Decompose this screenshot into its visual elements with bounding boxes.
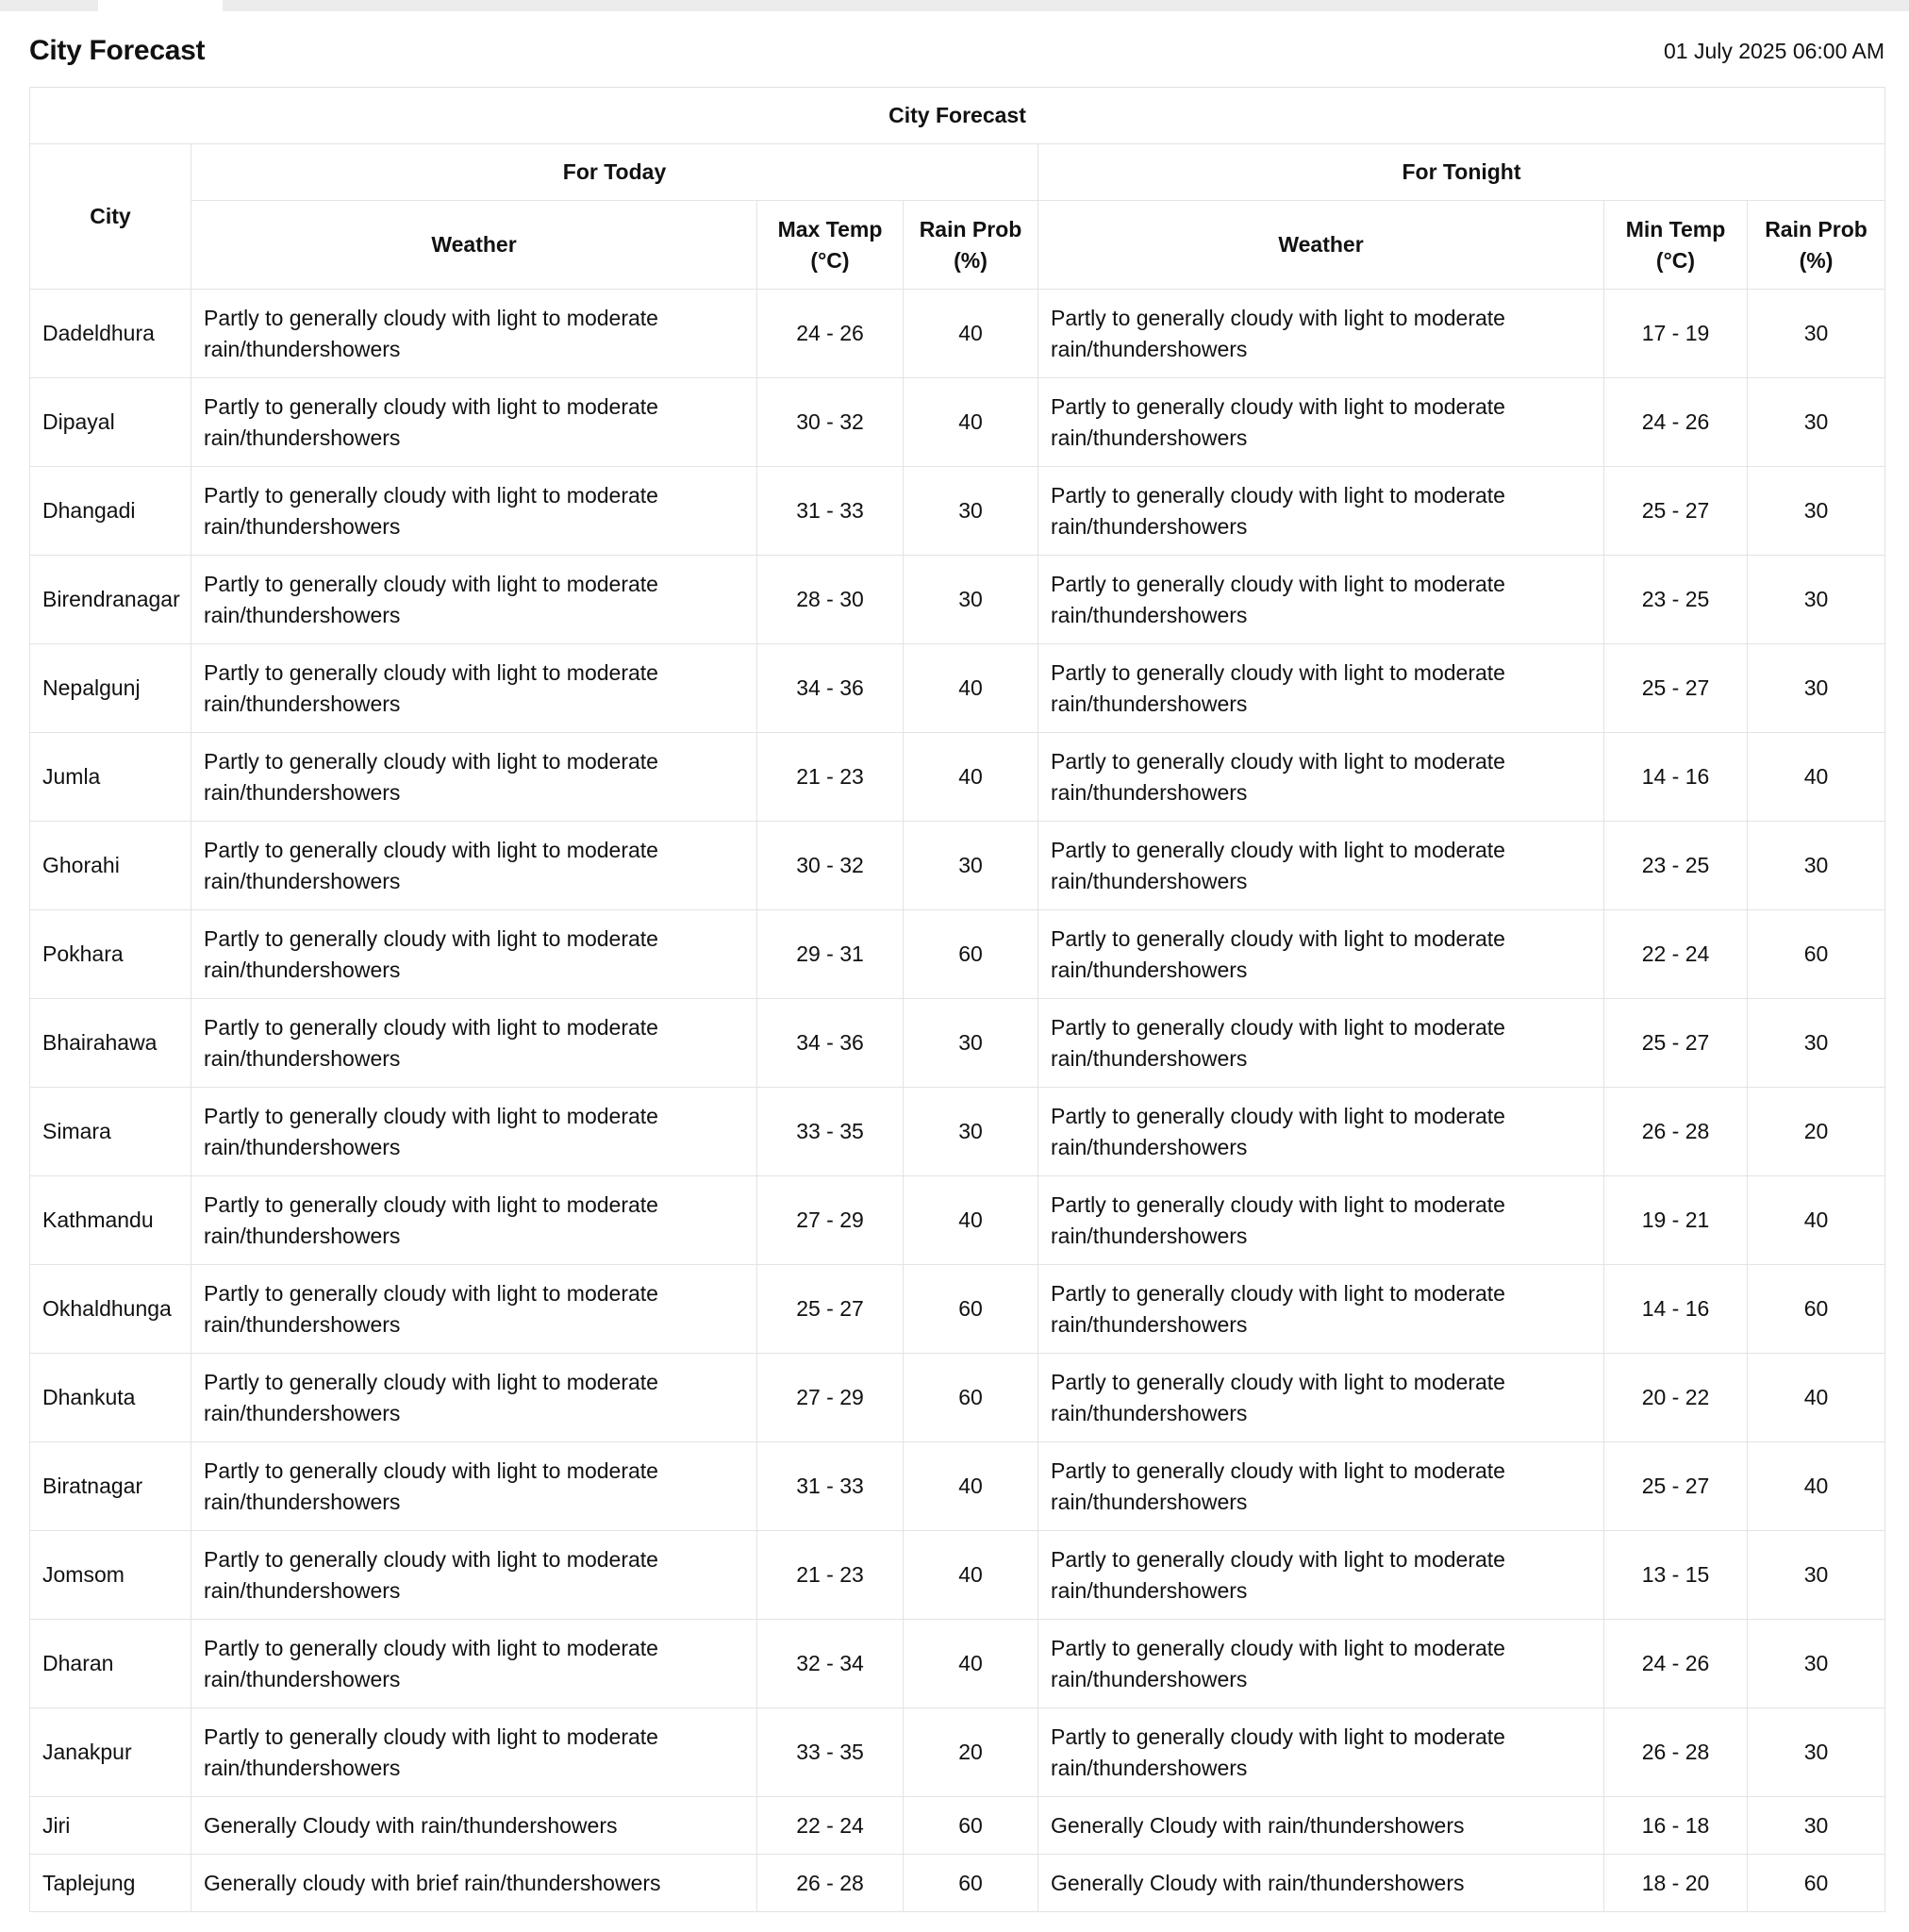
today-weather: Partly to generally cloudy with light to moderate rain/thundershowers [191,733,757,822]
table-row [30,1176,1885,1265]
min-temp: 20 - 22 [1604,1354,1748,1442]
today-weather: Partly to generally cloudy with light to moderate rain/thundershowers [191,1442,757,1531]
top-tab-bar [0,0,1909,11]
city-name: Jiri [30,1797,191,1855]
max-temp: 22 - 24 [757,1797,904,1855]
today-weather: Partly to generally cloudy with light to moderate rain/thundershowers [191,822,757,910]
min-temp: 25 - 27 [1604,467,1748,556]
active-tab[interactable] [98,0,223,11]
table-row [30,910,1885,999]
today-rain-prob: 40 [904,1531,1038,1620]
max-temp: 26 - 28 [757,1855,904,1912]
table-row [30,1354,1885,1442]
city-name: Dhankuta [30,1354,191,1442]
tonight-rain-prob: 30 [1748,999,1885,1088]
page-header [29,34,1884,68]
min-temp: 25 - 27 [1604,999,1748,1088]
max-temp: 25 - 27 [757,1265,904,1354]
city-name: Simara [30,1088,191,1176]
table-row [30,556,1885,644]
tonight-rain-prob: 30 [1748,467,1885,556]
tonight-rain-prob: 60 [1748,1265,1885,1354]
today-rain-prob: 60 [904,1797,1038,1855]
max-temp: 31 - 33 [757,467,904,556]
today-weather: Partly to generally cloudy with light to moderate rain/thundershowers [191,378,757,467]
today-weather: Partly to generally cloudy with light to moderate rain/thundershowers [191,1620,757,1708]
tonight-weather: Partly to generally cloudy with light to moderate rain/thundershowers [1038,378,1604,467]
today-rain-prob: 40 [904,378,1038,467]
tonight-weather: Partly to generally cloudy with light to moderate rain/thundershowers [1038,1265,1604,1354]
tonight-rain-prob: 30 [1748,290,1885,378]
today-rain-prob: 60 [904,910,1038,999]
table-row [30,644,1885,733]
table-caption: City Forecast [30,88,1885,144]
table-row [30,1442,1885,1531]
table-row [30,999,1885,1088]
today-weather: Partly to generally cloudy with light to moderate rain/thundershowers [191,467,757,556]
tonight-rain-prob: 30 [1748,1797,1885,1855]
header-today-weather: Weather [191,201,757,290]
city-name: Janakpur [30,1708,191,1797]
header-max-temp: Max Temp (°C) [757,201,904,290]
city-forecast-table [29,87,1885,1912]
today-weather: Partly to generally cloudy with light to moderate rain/thundershowers [191,1176,757,1265]
tonight-weather: Partly to generally cloudy with light to moderate rain/thundershowers [1038,733,1604,822]
today-rain-prob: 30 [904,1088,1038,1176]
today-rain-prob: 40 [904,733,1038,822]
tonight-rain-prob: 30 [1748,1708,1885,1797]
tonight-weather: Partly to generally cloudy with light to moderate rain/thundershowers [1038,999,1604,1088]
min-temp: 23 - 25 [1604,822,1748,910]
header-for-tonight: For Tonight [1038,144,1885,201]
max-temp: 29 - 31 [757,910,904,999]
today-rain-prob: 40 [904,1620,1038,1708]
city-name: Taplejung [30,1855,191,1912]
tonight-weather: Generally Cloudy with rain/thundershowers [1038,1797,1604,1855]
min-temp: 24 - 26 [1604,1620,1748,1708]
today-rain-prob: 30 [904,822,1038,910]
tonight-rain-prob: 60 [1748,1855,1885,1912]
header-for-today: For Today [191,144,1038,201]
header-today-rain-prob: Rain Prob (%) [904,201,1038,290]
max-temp: 28 - 30 [757,556,904,644]
tonight-rain-prob: 60 [1748,910,1885,999]
table-row [30,733,1885,822]
max-temp: 31 - 33 [757,1442,904,1531]
today-weather: Partly to generally cloudy with light to moderate rain/thundershowers [191,999,757,1088]
city-name: Okhaldhunga [30,1265,191,1354]
table-row [30,378,1885,467]
max-temp: 33 - 35 [757,1088,904,1176]
max-temp: 21 - 23 [757,1531,904,1620]
city-name: Jumla [30,733,191,822]
tonight-weather: Generally Cloudy with rain/thundershowers [1038,1855,1604,1912]
header-tonight-rain-prob: Rain Prob (%) [1748,201,1885,290]
max-temp: 24 - 26 [757,290,904,378]
city-name: Nepalgunj [30,644,191,733]
tonight-rain-prob: 30 [1748,1531,1885,1620]
city-name: Jomsom [30,1531,191,1620]
tonight-weather: Partly to generally cloudy with light to moderate rain/thundershowers [1038,1176,1604,1265]
min-temp: 25 - 27 [1604,1442,1748,1531]
today-weather: Partly to generally cloudy with light to moderate rain/thundershowers [191,1354,757,1442]
min-temp: 14 - 16 [1604,733,1748,822]
header-min-temp: Min Temp (°C) [1604,201,1748,290]
city-name: Dadeldhura [30,290,191,378]
header-city: City [30,144,191,290]
min-temp: 26 - 28 [1604,1708,1748,1797]
today-rain-prob: 60 [904,1354,1038,1442]
tonight-rain-prob: 40 [1748,733,1885,822]
table-row [30,1797,1885,1855]
today-weather: Generally cloudy with brief rain/thundershowers [191,1855,757,1912]
tonight-rain-prob: 40 [1748,1442,1885,1531]
max-temp: 33 - 35 [757,1708,904,1797]
today-rain-prob: 40 [904,644,1038,733]
max-temp: 27 - 29 [757,1354,904,1442]
min-temp: 24 - 26 [1604,378,1748,467]
today-weather: Partly to generally cloudy with light to moderate rain/thundershowers [191,1088,757,1176]
city-name: Ghorahi [30,822,191,910]
max-temp: 34 - 36 [757,999,904,1088]
today-weather: Generally Cloudy with rain/thundershowers [191,1797,757,1855]
table-row [30,290,1885,378]
page-title: City Forecast [29,35,206,66]
today-weather: Partly to generally cloudy with light to moderate rain/thundershowers [191,556,757,644]
today-rain-prob: 20 [904,1708,1038,1797]
table-row [30,1088,1885,1176]
min-temp: 17 - 19 [1604,290,1748,378]
max-temp: 21 - 23 [757,733,904,822]
today-rain-prob: 60 [904,1855,1038,1912]
tonight-weather: Partly to generally cloudy with light to moderate rain/thundershowers [1038,1442,1604,1531]
today-weather: Partly to generally cloudy with light to moderate rain/thundershowers [191,290,757,378]
max-temp: 30 - 32 [757,378,904,467]
today-weather: Partly to generally cloudy with light to moderate rain/thundershowers [191,644,757,733]
city-name: Dhangadi [30,467,191,556]
city-name: Kathmandu [30,1176,191,1265]
tonight-rain-prob: 30 [1748,822,1885,910]
today-rain-prob: 30 [904,556,1038,644]
city-name: Birendranagar [30,556,191,644]
tonight-rain-prob: 30 [1748,556,1885,644]
tonight-weather: Partly to generally cloudy with light to moderate rain/thundershowers [1038,1088,1604,1176]
tonight-rain-prob: 20 [1748,1088,1885,1176]
today-rain-prob: 40 [904,1176,1038,1265]
max-temp: 34 - 36 [757,644,904,733]
forecast-rows [30,290,1885,1912]
max-temp: 30 - 32 [757,822,904,910]
today-rain-prob: 60 [904,1265,1038,1354]
min-temp: 16 - 18 [1604,1797,1748,1855]
city-name: Pokhara [30,910,191,999]
tonight-weather: Partly to generally cloudy with light to moderate rain/thundershowers [1038,910,1604,999]
tonight-rain-prob: 40 [1748,1354,1885,1442]
tonight-weather: Partly to generally cloudy with light to moderate rain/thundershowers [1038,1620,1604,1708]
today-weather: Partly to generally cloudy with light to moderate rain/thundershowers [191,910,757,999]
today-weather: Partly to generally cloudy with light to moderate rain/thundershowers [191,1708,757,1797]
city-name: Dipayal [30,378,191,467]
issued-date: 01 July 2025 06:00 AM [1664,39,1884,63]
today-rain-prob: 30 [904,467,1038,556]
table-row [30,822,1885,910]
tonight-weather: Partly to generally cloudy with light to moderate rain/thundershowers [1038,467,1604,556]
tonight-weather: Partly to generally cloudy with light to moderate rain/thundershowers [1038,644,1604,733]
tonight-weather: Partly to generally cloudy with light to moderate rain/thundershowers [1038,556,1604,644]
tonight-rain-prob: 30 [1748,378,1885,467]
tonight-rain-prob: 40 [1748,1176,1885,1265]
tonight-weather: Partly to generally cloudy with light to moderate rain/thundershowers [1038,1708,1604,1797]
table-row [30,1855,1885,1912]
tonight-rain-prob: 30 [1748,1620,1885,1708]
tonight-weather: Partly to generally cloudy with light to moderate rain/thundershowers [1038,1531,1604,1620]
table-row [30,1265,1885,1354]
min-temp: 23 - 25 [1604,556,1748,644]
tonight-rain-prob: 30 [1748,644,1885,733]
min-temp: 22 - 24 [1604,910,1748,999]
min-temp: 19 - 21 [1604,1176,1748,1265]
max-temp: 27 - 29 [757,1176,904,1265]
today-weather: Partly to generally cloudy with light to moderate rain/thundershowers [191,1531,757,1620]
min-temp: 18 - 20 [1604,1855,1748,1912]
table-row [30,1531,1885,1620]
tonight-weather: Partly to generally cloudy with light to moderate rain/thundershowers [1038,290,1604,378]
today-rain-prob: 40 [904,1442,1038,1531]
table-row [30,1620,1885,1708]
today-rain-prob: 40 [904,290,1038,378]
min-temp: 14 - 16 [1604,1265,1748,1354]
table-row [30,1708,1885,1797]
min-temp: 13 - 15 [1604,1531,1748,1620]
city-name: Bhairahawa [30,999,191,1088]
today-weather: Partly to generally cloudy with light to moderate rain/thundershowers [191,1265,757,1354]
city-name: Dharan [30,1620,191,1708]
table-row [30,467,1885,556]
min-temp: 26 - 28 [1604,1088,1748,1176]
max-temp: 32 - 34 [757,1620,904,1708]
today-rain-prob: 30 [904,999,1038,1088]
min-temp: 25 - 27 [1604,644,1748,733]
tonight-weather: Partly to generally cloudy with light to moderate rain/thundershowers [1038,822,1604,910]
header-tonight-weather: Weather [1038,201,1604,290]
city-name: Biratnagar [30,1442,191,1531]
tonight-weather: Partly to generally cloudy with light to moderate rain/thundershowers [1038,1354,1604,1442]
